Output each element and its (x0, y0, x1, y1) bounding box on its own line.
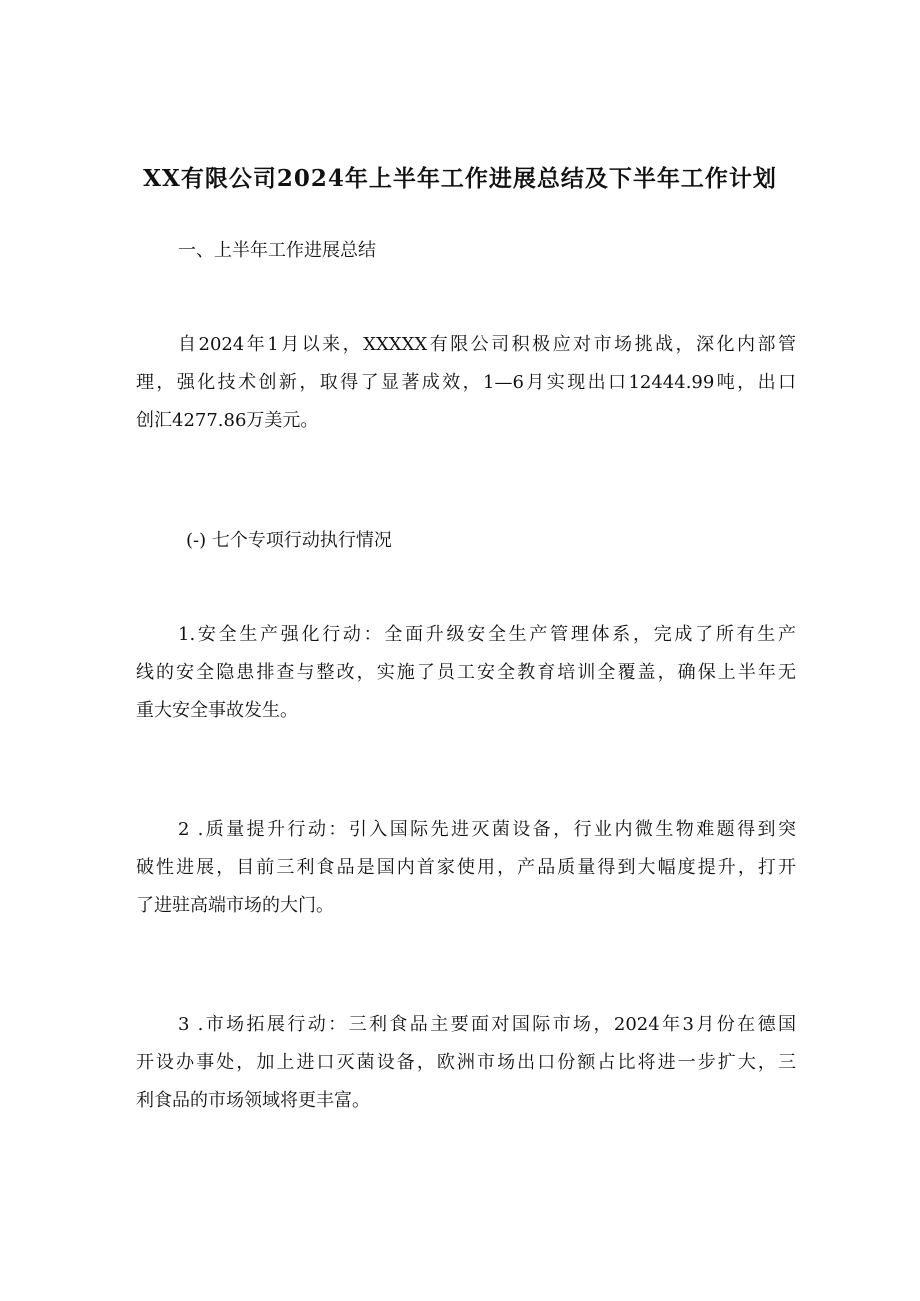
paragraph-line: 重大安全事故发生。 (136, 700, 298, 721)
paragraph-line: 自2024年1月以来，XXXXX有限公司积极应对市场挑战，深化内部管 (178, 334, 796, 355)
subsection-heading-special-actions: (-) 七个专项行动执行情况 (186, 530, 392, 551)
paragraph-line: 创汇4277.86万美元。 (136, 410, 319, 431)
list-item-safety-action (136, 616, 796, 730)
paragraph-line: 线的安全隐患排查与整改，实施了员工安全教育培训全覆盖，确保上半年无 (136, 662, 796, 683)
paragraph-line: 了进驻高端市场的大门。 (136, 895, 334, 916)
list-item-market-action (136, 1006, 796, 1120)
paragraph-line: 1.安全生产强化行动：全面升级安全生产管理体系，完成了所有生产 (178, 624, 796, 645)
paragraph-line: 2 .质量提升行动：引入国际先进灭菌设备，行业内微生物难题得到突 (178, 819, 796, 840)
paragraph-line: 3 .市场拓展行动：三利食品主要面对国际市场，2024年3月份在德国 (178, 1014, 796, 1035)
section-heading-first-half-summary: 一、上半年工作进展总结 (178, 240, 376, 261)
document-title: XX有限公司2024年上半年工作进展总结及下半年工作计划 (143, 165, 777, 192)
paragraph-line: 开设办事处，加上进口灭菌设备，欧洲市场出口份额占比将进一步扩大，三 (136, 1052, 796, 1073)
intro-paragraph (136, 326, 796, 440)
paragraph-line: 破性进展，目前三利食品是国内首家使用，产品质量得到大幅度提升，打开 (136, 857, 796, 878)
list-item-quality-action (136, 811, 796, 925)
paragraph-line: 理，强化技术创新，取得了显著成效，1—6月实现出口12444.99吨，出口 (136, 372, 796, 393)
paragraph-line: 利食品的市场领域将更丰富。 (136, 1090, 370, 1111)
